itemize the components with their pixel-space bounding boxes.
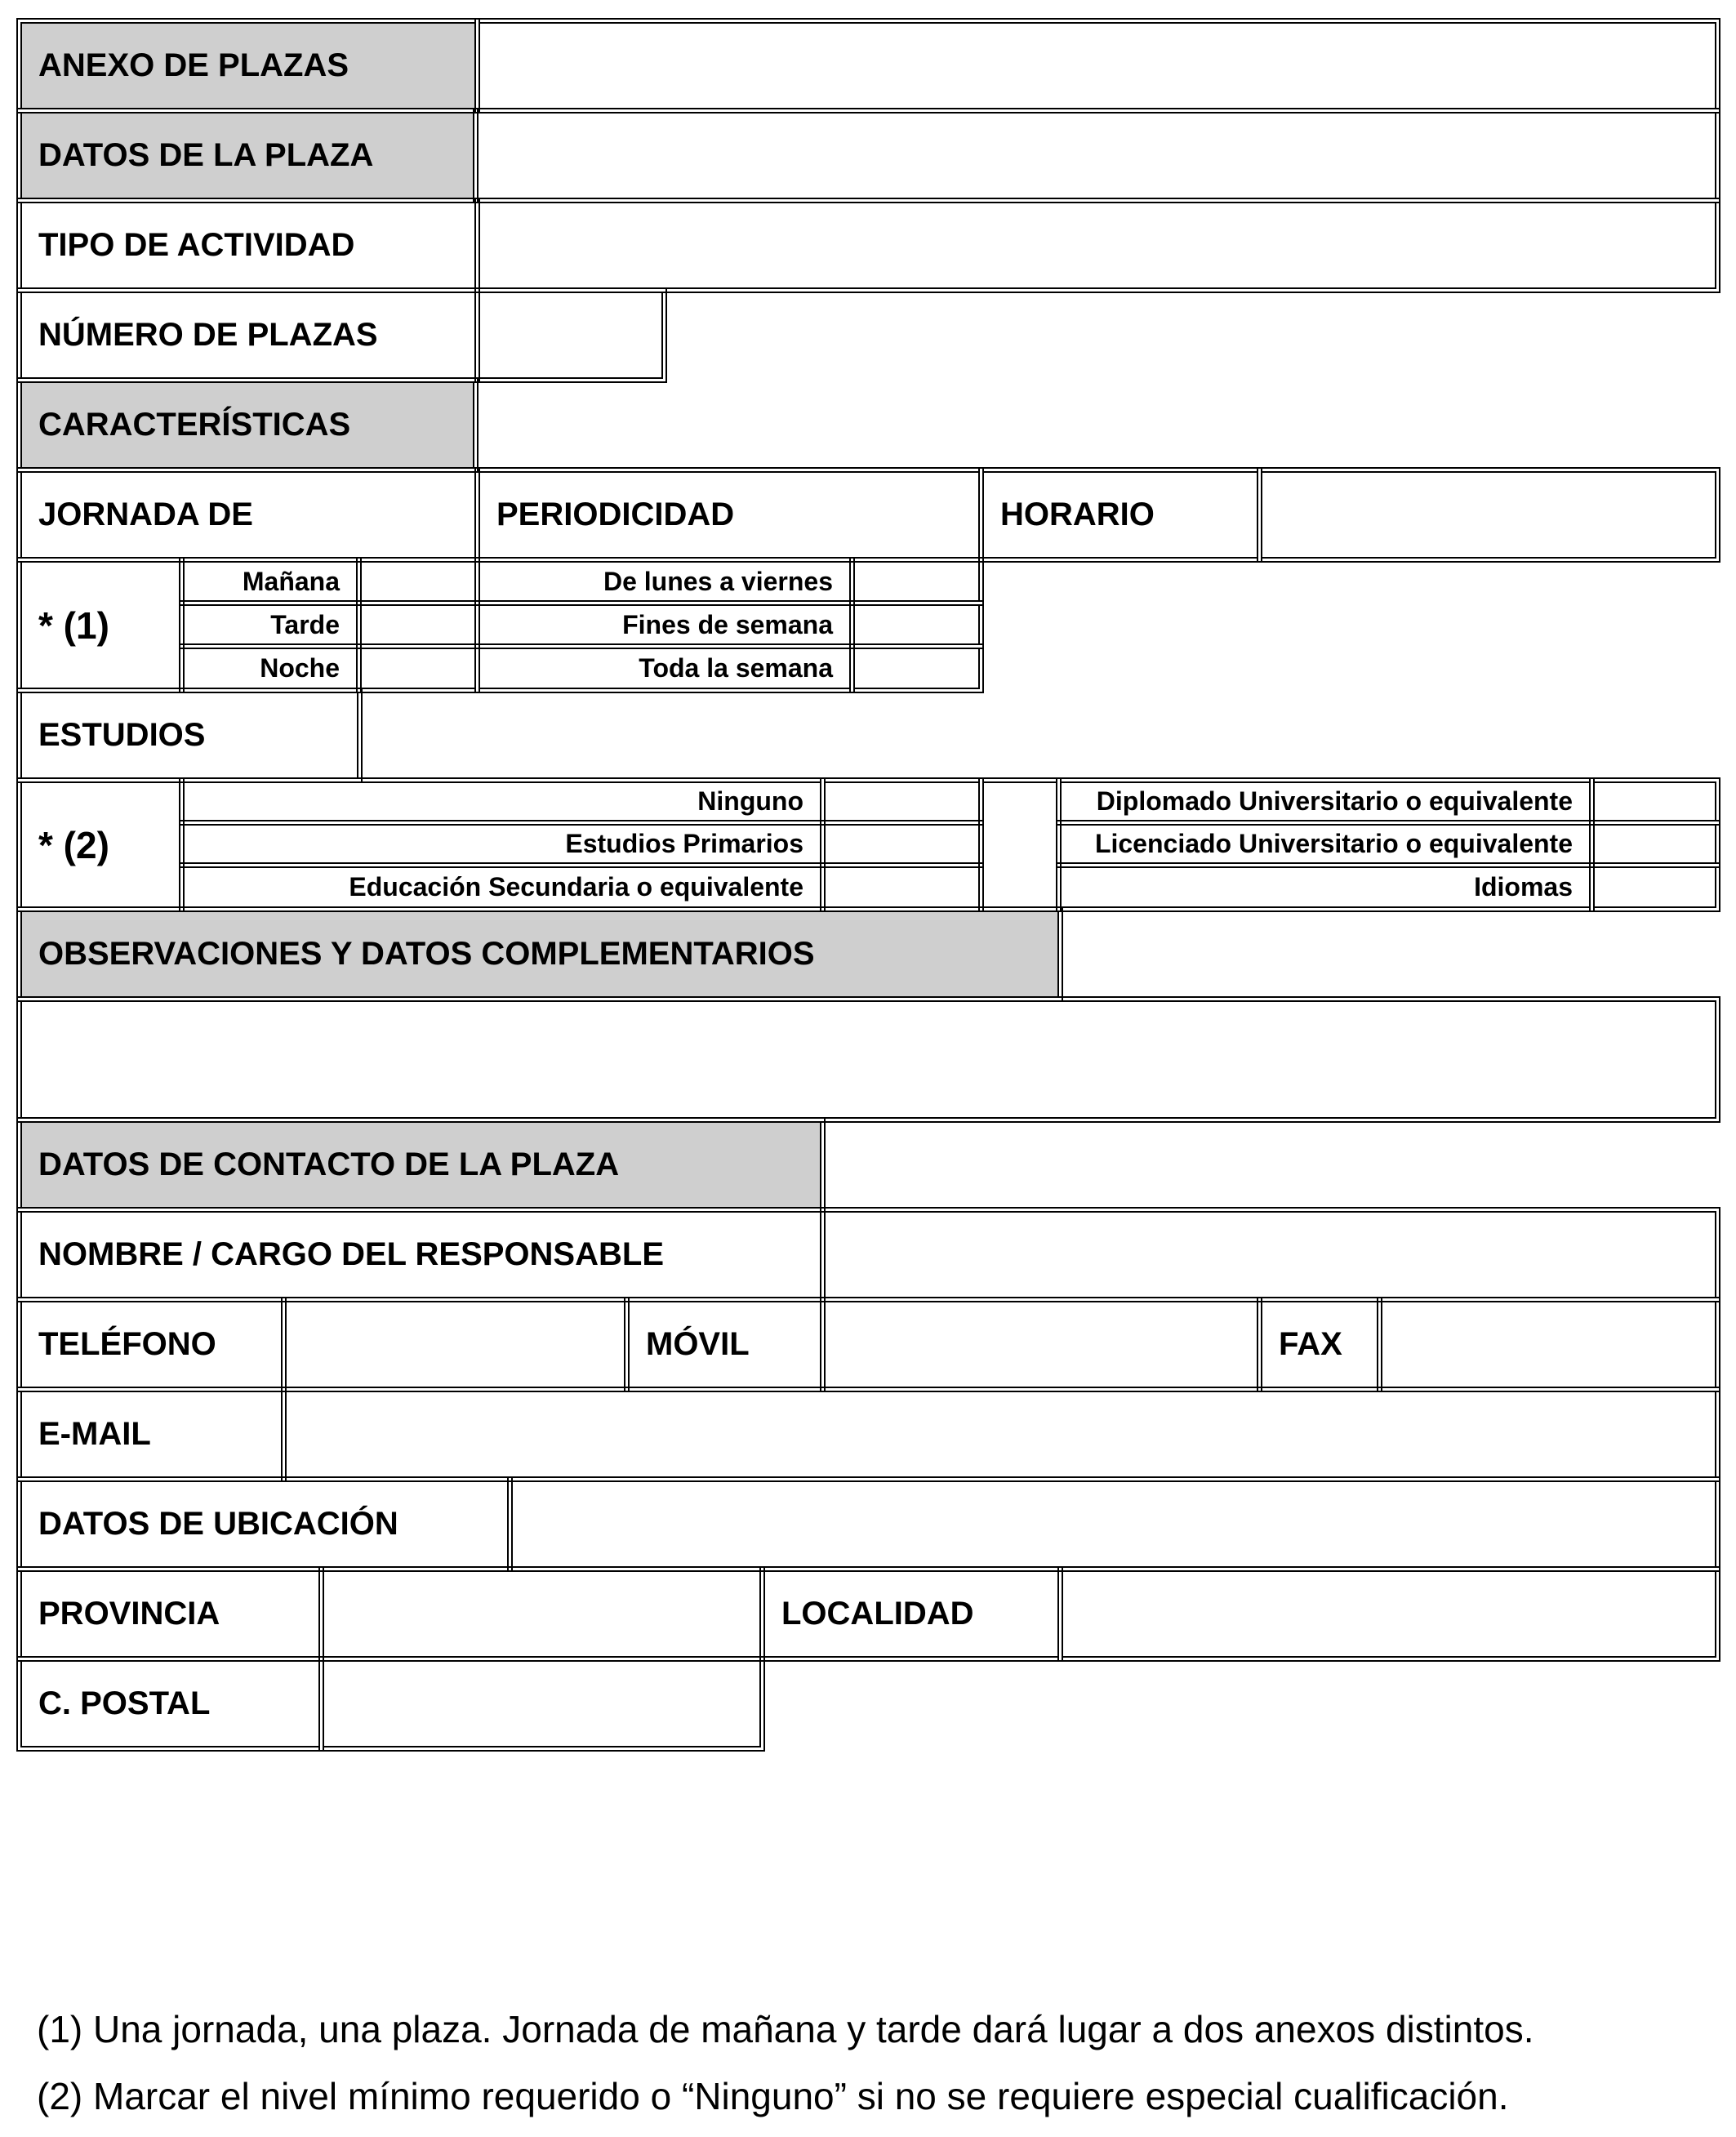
studies-primary-checkbox[interactable]	[824, 824, 980, 864]
periodicity-header: PERIODICIDAD	[479, 471, 980, 559]
postal-code-label: C. POSTAL	[20, 1660, 320, 1747]
annex-title-field[interactable]	[479, 22, 1716, 109]
activity-type-field[interactable]	[479, 202, 1716, 289]
studies-option-degree: Licenciado Universitario o equivalente	[1060, 824, 1591, 864]
studies-option-diploma: Diplomado Universitario o equivalente	[1060, 781, 1591, 821]
studies-label: ESTUDIOS	[20, 692, 358, 779]
schedule-header: HORARIO	[982, 471, 1258, 559]
footnote-1: (1) Una jornada, una plaza. Jornada de mañana y tarde dará lugar a dos anexos distintos.	[37, 2008, 1534, 2050]
place-section-field[interactable]	[477, 112, 1716, 199]
studies-diploma-checkbox[interactable]	[1593, 781, 1716, 821]
postal-code-field[interactable]	[323, 1660, 761, 1747]
shift-afternoon-checkbox[interactable]	[360, 604, 476, 645]
locality-field[interactable]	[1062, 1570, 1716, 1658]
period-option-weekdays: De lunes a viernes	[479, 561, 851, 602]
studies-option-none: Ninguno	[183, 781, 821, 821]
num-places-label: NÚMERO DE PLAZAS	[20, 292, 476, 379]
shift-footnote-mark: * (1)	[20, 561, 180, 689]
province-field[interactable]	[323, 1570, 761, 1658]
period-whole-week-checkbox[interactable]	[853, 648, 980, 689]
footnote-2: (2) Marcar el nivel mínimo requerido o “Ninguno” si no se requiere especial cualificación.	[37, 2075, 1509, 2117]
studies-option-primary: Estudios Primarios	[183, 824, 821, 864]
shift-option-morning: Mañana	[183, 561, 358, 602]
shift-option-night: Noche	[183, 648, 358, 689]
period-option-whole-week: Toda la semana	[479, 648, 851, 689]
phone-field[interactable]	[285, 1301, 625, 1388]
period-weekdays-checkbox[interactable]	[853, 561, 980, 602]
locality-label: LOCALIDAD	[763, 1570, 1059, 1658]
shift-morning-checkbox[interactable]	[360, 561, 476, 602]
observations-label: OBSERVACIONES Y DATOS COMPLEMENTARIOS	[20, 910, 1059, 998]
period-option-weekends: Fines de semana	[479, 604, 851, 645]
studies-divider-cell	[982, 781, 1057, 908]
responsible-label: NOMBRE / CARGO DEL RESPONSABLE	[20, 1211, 821, 1298]
shift-option-afternoon: Tarde	[183, 604, 358, 645]
mobile-field[interactable]	[824, 1301, 1258, 1388]
schedule-field[interactable]	[1261, 471, 1716, 559]
shift-header: JORNADA DE	[20, 471, 476, 559]
studies-degree-checkbox[interactable]	[1593, 824, 1716, 864]
email-field[interactable]	[285, 1391, 1716, 1478]
studies-option-languages: Idiomas	[1060, 866, 1591, 908]
activity-type-label: TIPO DE ACTIVIDAD	[20, 202, 476, 289]
mobile-label: MÓVIL	[628, 1301, 821, 1388]
studies-none-checkbox[interactable]	[824, 781, 980, 821]
province-label: PROVINCIA	[20, 1570, 320, 1658]
location-section-label: DATOS DE UBICACIÓN	[20, 1480, 509, 1568]
studies-languages-checkbox[interactable]	[1593, 866, 1716, 908]
fax-field[interactable]	[1381, 1301, 1716, 1388]
shift-night-checkbox[interactable]	[360, 648, 476, 689]
fax-label: FAX	[1261, 1301, 1378, 1388]
studies-footnote-mark: * (2)	[20, 781, 180, 908]
num-places-field[interactable]	[479, 292, 663, 379]
characteristics-label: CARACTERÍSTICAS	[20, 381, 474, 469]
contact-section-label: DATOS DE CONTACTO DE LA PLAZA	[20, 1121, 821, 1209]
period-weekends-checkbox[interactable]	[853, 604, 980, 645]
email-label: E-MAIL	[20, 1391, 283, 1478]
location-field[interactable]	[511, 1480, 1716, 1568]
observations-field[interactable]	[20, 1000, 1716, 1119]
studies-secondary-checkbox[interactable]	[824, 866, 980, 908]
responsible-field[interactable]	[824, 1211, 1716, 1298]
phone-label: TELÉFONO	[20, 1301, 283, 1388]
annex-title-label: ANEXO DE PLAZAS	[20, 22, 476, 109]
studies-option-secondary: Educación Secundaria o equivalente	[183, 866, 821, 908]
place-section-label: DATOS DE LA PLAZA	[20, 112, 474, 199]
